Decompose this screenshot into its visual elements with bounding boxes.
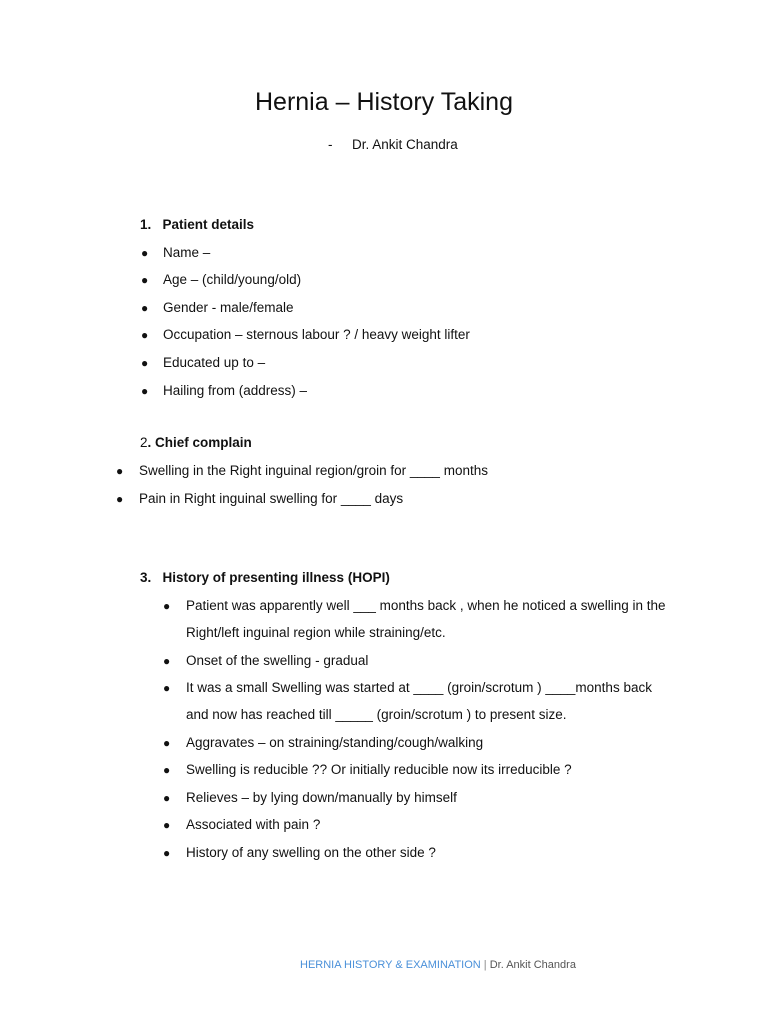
section-title: . Chief complain [147,435,252,450]
bullet-icon: ● [163,791,171,805]
section-number: 2 [140,435,148,450]
bullet-icon: ● [141,328,149,342]
list-item: Associated with pain ? [186,817,321,832]
list-item: History of any swelling on the other side ? [186,845,436,860]
bullet-icon: ● [141,273,149,287]
list-item: Hailing from (address) – [163,383,308,398]
section-heading-hopi [140,570,390,585]
bullet-icon: ● [141,384,149,398]
list-item: Swelling in the Right inguinal region/groin for ____ months [139,463,488,478]
bullet-icon: ● [141,301,149,315]
list-item: Gender - male/female [163,300,294,315]
footer-author: Dr. Ankit Chandra [489,959,576,971]
list-item-continuation: Right/left inguinal region while straining/etc. [186,625,446,640]
section-number: 3. [140,570,152,585]
section-heading-chief-complain [140,435,252,450]
list-item: Age – (child/young/old) [163,272,302,287]
section-title: History of presenting illness (HOPI) [162,570,390,585]
author-line [328,137,458,152]
section-number: 1. [140,217,152,232]
bullet-icon: ● [163,654,171,668]
author-dash: - [328,137,333,152]
bullet-icon: ● [163,681,171,695]
bullet-icon: ● [116,492,124,506]
list-item: Swelling is reducible ?? Or initially reducible now its irreducible ? [186,762,572,777]
list-item: It was a small Swelling was started at ____ (groin/scrotum ) ____months back [186,680,652,695]
author-name: Dr. Ankit Chandra [352,137,458,152]
list-item: Onset of the swelling - gradual [186,653,369,668]
bullet-icon: ● [141,246,149,260]
bullet-icon: ● [141,356,149,370]
document-title: Hernia – History Taking [255,88,513,116]
footer-separator: | [483,959,487,971]
list-item: Relieves – by lying down/manually by himself [186,790,457,805]
list-item: Patient was apparently well ___ months back , when he noticed a swelling in the [186,598,666,613]
bullet-icon: ● [116,464,124,478]
bullet-icon: ● [163,763,171,777]
page-footer [300,959,576,971]
list-item: Name – [163,245,211,260]
list-item-continuation: and now has reached till _____ (groin/scrotum ) to present size. [186,707,567,722]
bullet-icon: ● [163,846,171,860]
footer-title: HERNIA HISTORY & EXAMINATION [300,959,481,971]
list-item: Aggravates – on straining/standing/cough/walking [186,735,484,750]
bullet-icon: ● [163,818,171,832]
section-title: Patient details [162,217,255,232]
list-item: Pain in Right inguinal swelling for ____ days [139,491,404,506]
bullet-icon: ● [163,599,171,613]
list-item: Occupation – sternous labour ? / heavy weight lifter [163,327,470,342]
list-item: Educated up to – [163,355,266,370]
bullet-icon: ● [163,736,171,750]
section-heading-patient-details [140,217,254,232]
